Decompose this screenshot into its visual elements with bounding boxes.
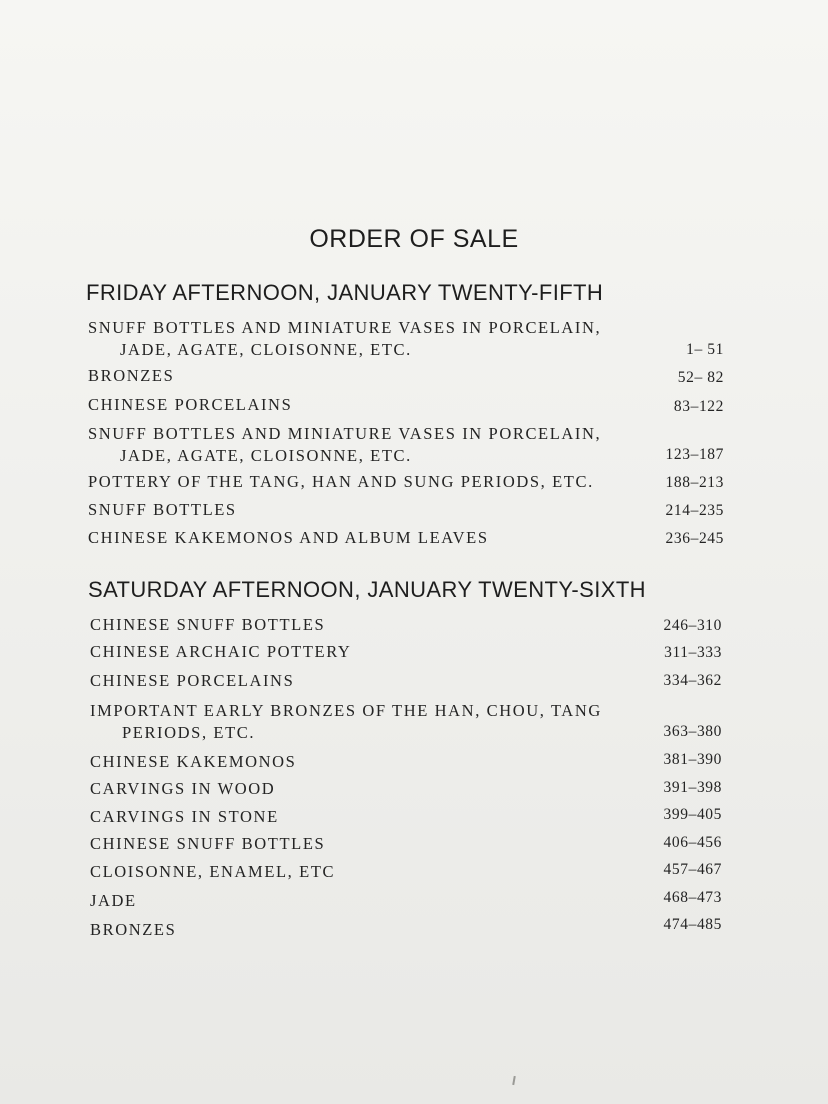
list-item bbox=[90, 641, 351, 663]
item-title: CARVINGS IN STONE bbox=[90, 807, 279, 826]
list-item bbox=[90, 861, 335, 883]
lot-range: 399–405 bbox=[663, 806, 722, 823]
lot-range: 1– 51 bbox=[686, 341, 724, 358]
list-item bbox=[88, 317, 601, 361]
list-item bbox=[90, 890, 137, 912]
item-title: BRONZES bbox=[90, 920, 177, 939]
lot-range: 246–310 bbox=[663, 617, 722, 634]
list-item bbox=[90, 833, 325, 855]
lot-range: 381–390 bbox=[663, 751, 722, 768]
lot-range: 123–187 bbox=[665, 446, 724, 463]
paper-mark bbox=[512, 1076, 516, 1085]
page-title: ORDER OF SALE bbox=[309, 225, 519, 253]
item-title: CARVINGS IN WOOD bbox=[90, 779, 276, 798]
list-item bbox=[90, 751, 296, 773]
item-title: CHINESE PORCELAINS bbox=[90, 671, 295, 690]
item-title: CHINESE PORCELAINS bbox=[88, 395, 293, 414]
lot-range: 363–380 bbox=[663, 723, 722, 740]
list-item bbox=[90, 700, 602, 744]
item-title: SNUFF BOTTLES AND MINIATURE VASES IN PORCELAIN, bbox=[88, 424, 602, 443]
session-heading-friday: FRIDAY AFTERNOON, JANUARY TWENTY-FIFTH bbox=[86, 280, 604, 305]
lot-range: 188–213 bbox=[665, 474, 724, 491]
lot-range: 457–467 bbox=[663, 861, 722, 878]
lot-range: 236–245 bbox=[665, 530, 724, 547]
lot-range: 474–485 bbox=[663, 916, 722, 933]
list-item bbox=[88, 365, 174, 387]
list-item bbox=[88, 423, 601, 467]
lot-range: 83–122 bbox=[673, 398, 724, 415]
list-item bbox=[88, 471, 594, 493]
lot-range: 334–362 bbox=[663, 672, 722, 689]
list-item bbox=[90, 919, 176, 941]
lot-range: 52– 82 bbox=[677, 369, 724, 386]
item-title: BRONZES bbox=[88, 366, 175, 385]
lot-range: 311–333 bbox=[664, 644, 722, 661]
item-title: CHINESE KAKEMONOS AND ALBUM LEAVES bbox=[88, 528, 489, 547]
lot-range: 468–473 bbox=[663, 889, 722, 906]
item-title-continued: JADE, AGATE, CLOISONNE, ETC. bbox=[120, 446, 412, 465]
item-title: CHINESE SNUFF BOTTLES bbox=[90, 615, 326, 634]
item-title-continued: JADE, AGATE, CLOISONNE, ETC. bbox=[120, 340, 412, 359]
list-item bbox=[90, 670, 294, 692]
item-title: CHINESE KAKEMONOS bbox=[90, 752, 297, 771]
item-title: SNUFF BOTTLES bbox=[88, 500, 237, 519]
lot-range: 391–398 bbox=[663, 779, 722, 796]
list-item bbox=[88, 499, 237, 521]
lot-range: 214–235 bbox=[665, 502, 724, 519]
item-title: JADE bbox=[90, 891, 137, 910]
list-item bbox=[90, 778, 275, 800]
item-title: SNUFF BOTTLES AND MINIATURE VASES IN PORCELAIN, bbox=[88, 318, 602, 337]
item-title-continued: PERIODS, ETC. bbox=[122, 723, 256, 742]
list-item bbox=[90, 806, 279, 828]
list-item bbox=[88, 394, 292, 416]
item-title: CHINESE ARCHAIC POTTERY bbox=[90, 642, 352, 661]
lot-range: 406–456 bbox=[663, 834, 722, 851]
session-heading-saturday: SATURDAY AFTERNOON, JANUARY TWENTY-SIXTH bbox=[88, 577, 646, 602]
list-item bbox=[88, 527, 489, 549]
item-title: CLOISONNE, ENAMEL, ETC bbox=[90, 862, 336, 881]
item-title: POTTERY OF THE TANG, HAN AND SUNG PERIODS, ETC. bbox=[88, 472, 594, 491]
item-title: IMPORTANT EARLY BRONZES OF THE HAN, CHOU, TANG bbox=[90, 701, 602, 720]
item-title: CHINESE SNUFF BOTTLES bbox=[90, 834, 326, 853]
list-item bbox=[90, 614, 325, 636]
